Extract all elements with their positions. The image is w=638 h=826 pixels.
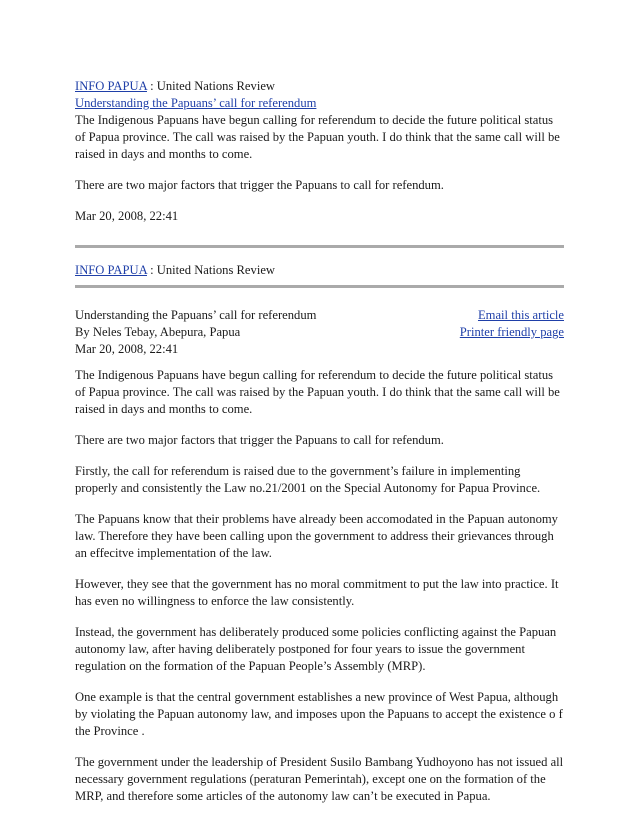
- article-byline: By Neles Tebay, Abepura, Papua: [75, 325, 241, 339]
- article-header: [75, 307, 564, 358]
- summary-source-name: United Nations Review: [156, 79, 276, 93]
- article-paragraph: There are two major factors that trigger the Papuans to call for refendum.: [75, 433, 444, 447]
- summary-source-line: [75, 78, 564, 95]
- summary-block: [75, 78, 564, 225]
- summary-title-link[interactable]: Understanding the Papuans’ call for referendum: [75, 96, 317, 110]
- summary-date: Mar 20, 2008, 22:41: [75, 209, 179, 223]
- article-title: Understanding the Papuans’ call for referendum: [75, 308, 317, 322]
- article-source-line: [75, 262, 564, 279]
- article-date: Mar 20, 2008, 22:41: [75, 342, 179, 356]
- divider-middle: [75, 285, 564, 288]
- summary-source-sep: :: [146, 79, 157, 93]
- printer-friendly-link[interactable]: Printer friendly page: [459, 325, 564, 339]
- summary-source-link[interactable]: INFO PAPUA: [75, 79, 147, 93]
- article-header-row-2: [75, 324, 564, 341]
- article-paragraph: Instead, the government has deliberately produced some policies conflicting against the Papuan autonomy law, after having deliberately postponed for four years to issue the government regulation on the formation of the Papuan People’s Assembly (MRP).: [75, 625, 557, 673]
- article-paragraph: The Papuans know that their problems have already been accomodated in the Papuan autonomy law. Therefore they have been calling upon the government to address their grievances through an effecitve implementation of the law.: [75, 512, 558, 560]
- divider-top: [75, 245, 564, 248]
- document-content: [75, 78, 564, 805]
- article-paragraph: The government under the leadership of President Susilo Bambang Yudhoyono has not issued all necessary government regulations (peraturan Pemerintah), except one on the formation of the MRP, and therefore some articles of the autonomy law can’t be executed in Papua.: [75, 755, 564, 803]
- article-paragraph: Firstly, the call for referendum is raised due to the government’s failure in implementing properly and consistently the Law no.21/2001 on the Special Autonomy for Papua Province.: [75, 464, 541, 495]
- email-article-link[interactable]: Email this article: [477, 308, 564, 322]
- article-paragraph: The Indigenous Papuans have begun calling for referendum to decide the future political status of Papua province. The call was raised by the Papuan youth. I do think that the same call will be raised in days and months to come.: [75, 368, 560, 416]
- article-header-row-1: [75, 307, 564, 324]
- article-source-name: United Nations Review: [156, 263, 276, 277]
- article-body: [75, 367, 564, 805]
- summary-text-2: There are two major factors that trigger the Papuans to call for refendum.: [75, 178, 444, 192]
- article-paragraph: One example is that the central government establishes a new province of West Papua, although by violating the Papuan autonomy law, and imposes upon the Papuans to accept the existence o f the Province .: [75, 690, 563, 738]
- article-source-sep: :: [146, 263, 157, 277]
- article-paragraph: However, they see that the government has no moral commitment to put the law into practice. It has even no willingness to enforce the law consistently.: [75, 577, 559, 608]
- article-source-link[interactable]: INFO PAPUA: [75, 263, 147, 277]
- summary-text: The Indigenous Papuans have begun calling for referendum to decide the future political status of Papua province. The call was raised by the Papuan youth. I do think that the same call will be raised in days and months to come.: [75, 113, 560, 161]
